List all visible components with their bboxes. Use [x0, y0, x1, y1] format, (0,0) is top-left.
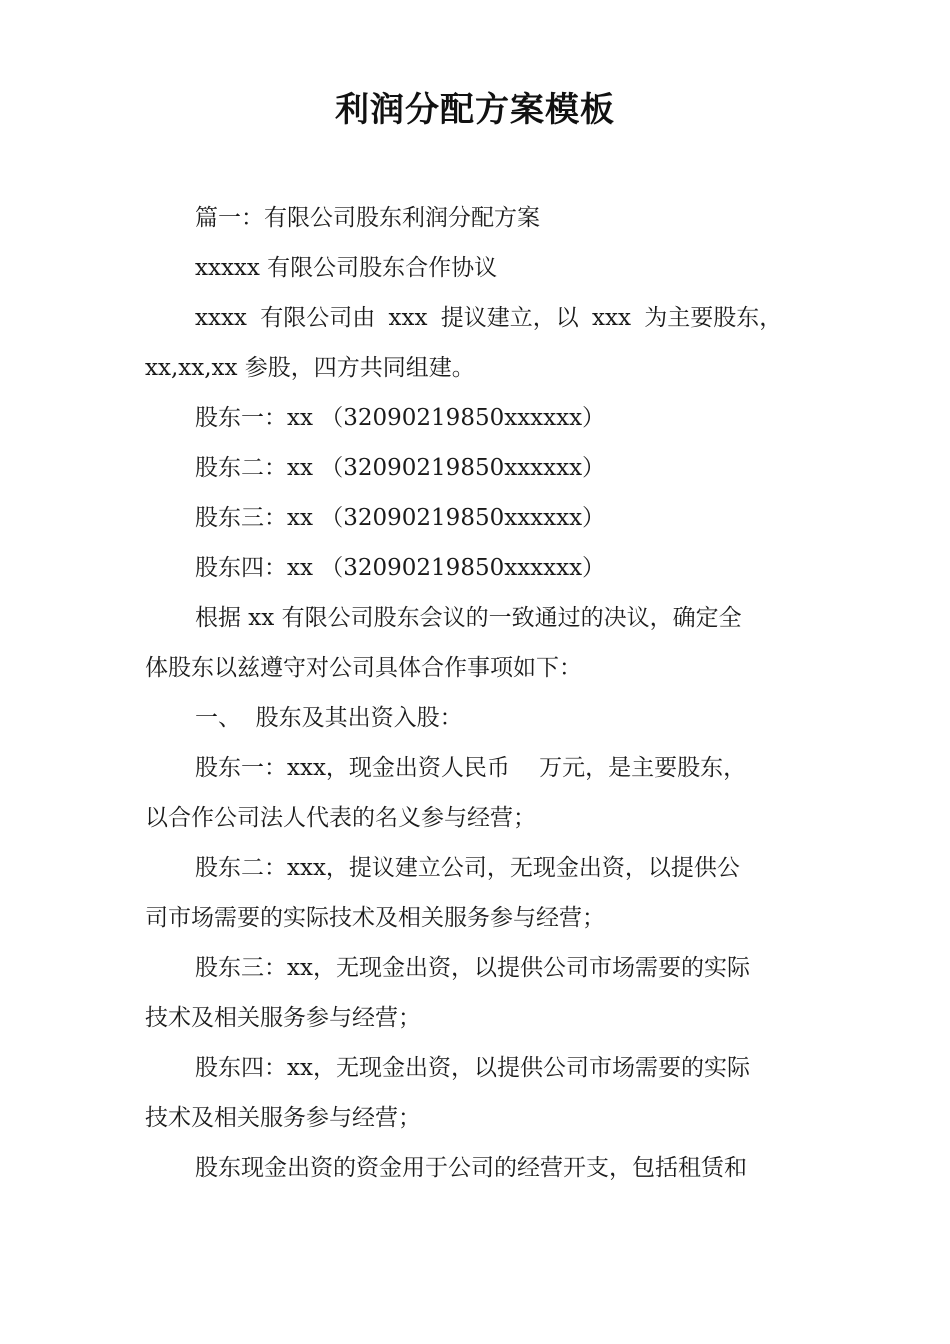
paragraph-line: 技术及相关服务参与经营； — [145, 1105, 421, 1131]
shareholder-line: 股东二：xx （32090219850xxxxxx） — [195, 455, 606, 481]
paragraph-line: 股东三：xx，无现金出资，以提供公司市场需要的实际 — [195, 955, 750, 981]
paragraph-line: 股东四：xx，无现金出资，以提供公司市场需要的实际 — [195, 1055, 750, 1081]
paragraph-line: 股东一：xxx，现金出资人民币 万元，是主要股东， — [195, 755, 747, 781]
paragraph-line: 司市场需要的实际技术及相关服务参与经营； — [145, 905, 605, 931]
paragraph-line: 技术及相关服务参与经营； — [145, 1005, 421, 1031]
paragraph-line: 股东现金出资的资金用于公司的经营开支，包括租赁和 — [195, 1155, 747, 1181]
paragraph-line: xxxx 有限公司由 xxx 提议建立，以 xxx 为主要股东， — [195, 305, 783, 331]
paragraph-line: 以合作公司法人代表的名义参与经营； — [145, 805, 536, 831]
section-heading: 篇一：有限公司股东利润分配方案 — [195, 205, 540, 231]
agreement-title: xxxxx 有限公司股东合作协议 — [195, 255, 498, 281]
paragraph-line: 体股东以兹遵守对公司具体合作事项如下： — [145, 655, 582, 681]
shareholder-line: 股东四：xx （32090219850xxxxxx） — [195, 555, 606, 581]
shareholder-line: 股东三：xx （32090219850xxxxxx） — [195, 505, 606, 531]
section-heading: 一、 股东及其出资入股： — [195, 705, 463, 731]
paragraph-line: 根据 xx 有限公司股东会议的一致通过的决议，确定全 — [195, 605, 742, 631]
shareholder-line: 股东一：xx （32090219850xxxxxx） — [195, 405, 606, 431]
document-title: 利润分配方案模板 — [335, 90, 615, 130]
paragraph-line: 股东二：xxx，提议建立公司，无现金出资，以提供公 — [195, 855, 740, 881]
paragraph-line: xx,xx,xx 参股，四方共同组建。 — [145, 355, 475, 381]
